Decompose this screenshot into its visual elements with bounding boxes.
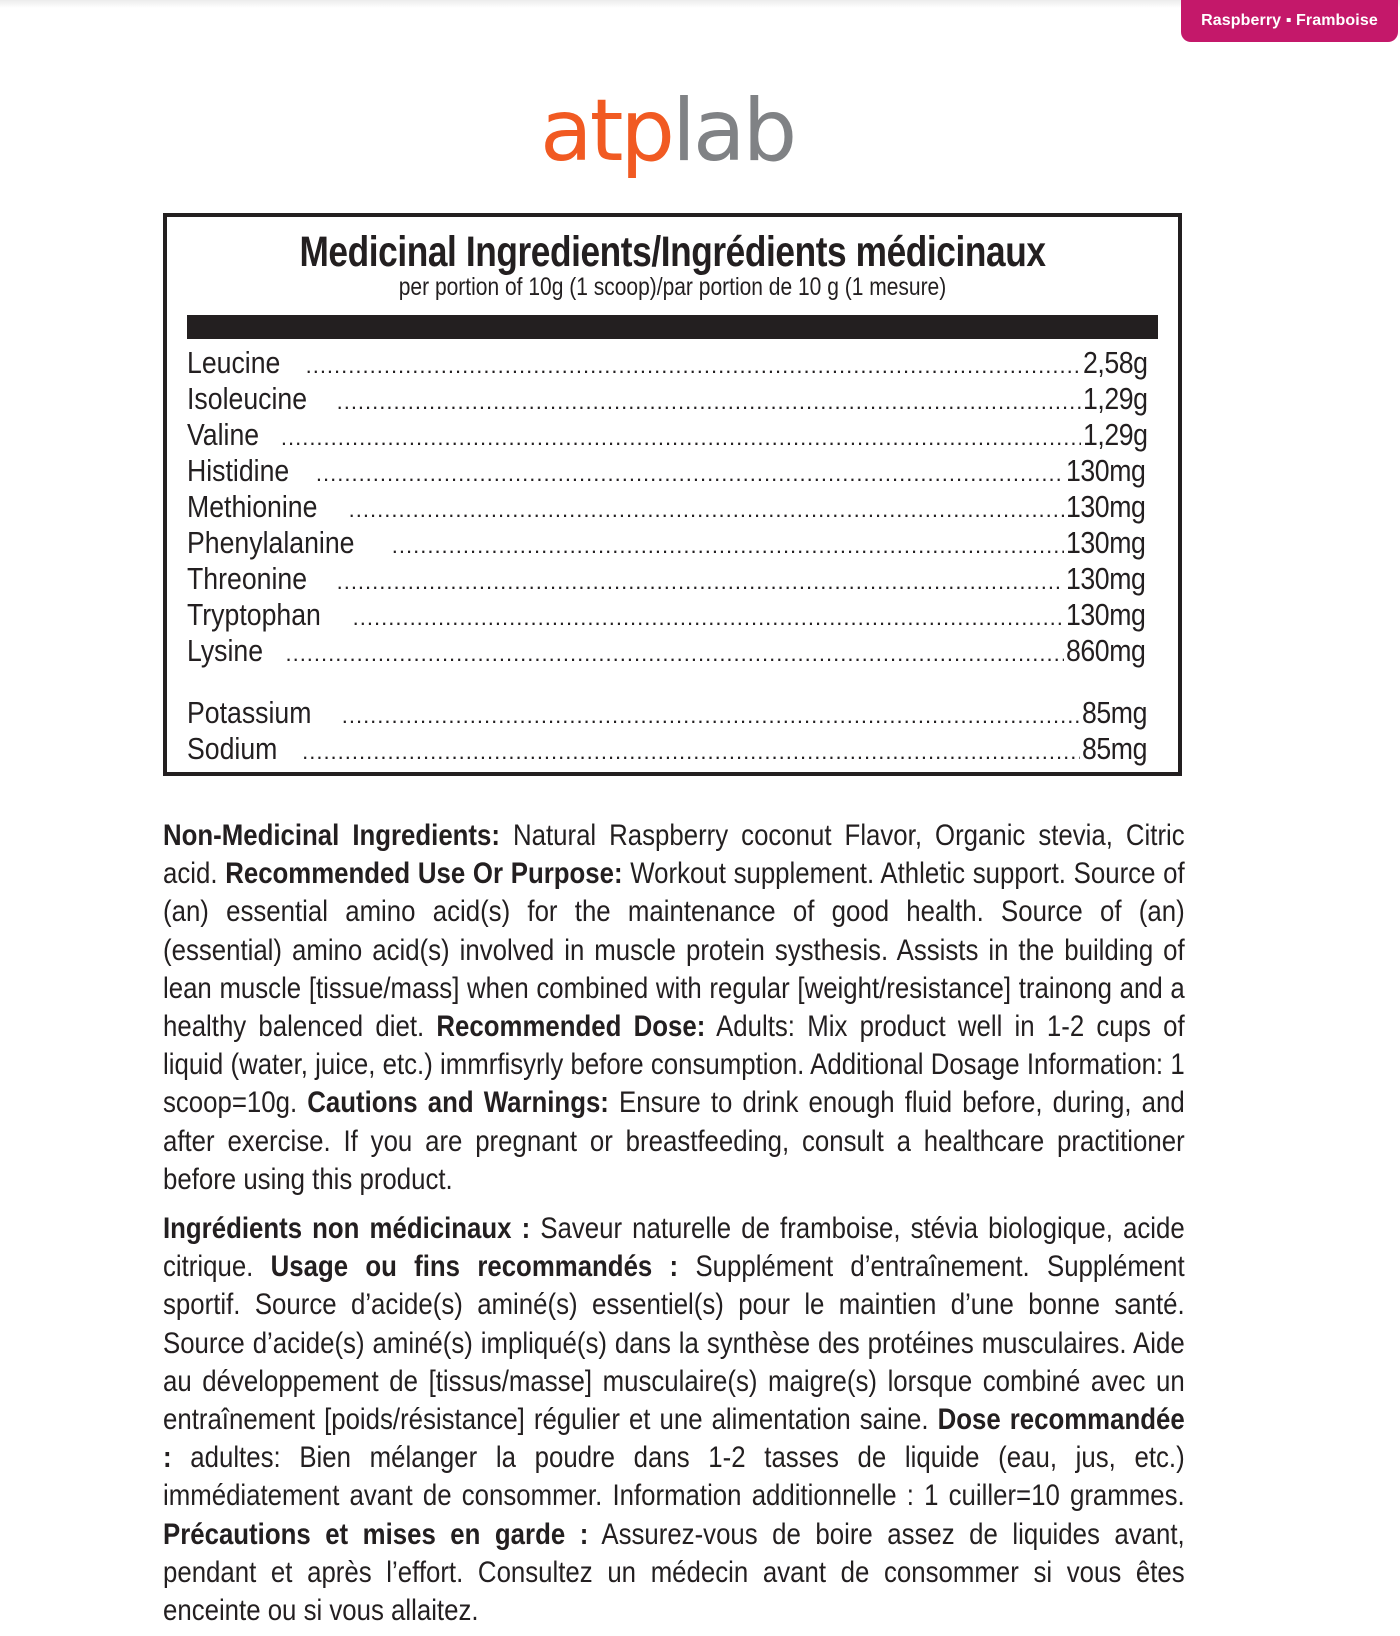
- ingredient-row: [187, 561, 1158, 597]
- leader-dots: [353, 600, 1064, 633]
- cautions-heading-fr: Précautions et mises en garde :: [163, 1517, 589, 1551]
- recommended-use-heading: Recommended Use Or Purpose:: [225, 857, 623, 891]
- ingredient-name: Isoleucine: [187, 381, 308, 416]
- ingredient-name: Phenylalanine: [187, 525, 355, 560]
- leader-dots: [349, 492, 1064, 525]
- leader-dots: [306, 348, 1081, 381]
- non-medicinal-text-fr: Saveur naturelle de framboise, stévia biologique, acide citrique.: [163, 1212, 1185, 1284]
- recommended-use-heading-fr: Usage ou fins recommandés :: [270, 1250, 679, 1284]
- recommended-dose-text-fr: adultes: Bien mélanger la poudre dans 1-2 tasses de liquide (eau, jus, etc.) immédiatement avant de consommer. Information additionnelle : 1 cuiller=10 grammes.: [163, 1441, 1185, 1513]
- mineral-name: Potassium: [187, 695, 312, 730]
- leader-dots: [285, 636, 1063, 669]
- cautions-heading: Cautions and Warnings:: [307, 1086, 609, 1120]
- recommended-dose-text: Adults: Mix product well in 1-2 cups of liquid (water, juice, etc.) immrfisyrly before consumption. Additional Dosage Information: 1 scoop=10g.: [163, 1010, 1185, 1120]
- leader-dots: [392, 528, 1064, 561]
- ingredient-name: Valine: [187, 417, 260, 452]
- ingredient-list: [187, 345, 1158, 767]
- panel-subtitle: per portion of 10g (1 scoop)/par portion de 10 g (1 mesure): [398, 273, 947, 301]
- ingredient-row: [187, 417, 1158, 453]
- ingredient-amount: 130mg: [1065, 561, 1146, 596]
- non-medicinal-heading-fr: Ingrédients non médicinaux :: [163, 1212, 531, 1245]
- non-medicinal-heading: Non-Medicinal Ingredients:: [163, 819, 500, 852]
- french-label-text: [163, 1210, 1185, 1630]
- mineral-amount: 85mg: [1082, 731, 1148, 766]
- flavor-badge-label: Raspberry ▪ Framboise: [1201, 12, 1378, 29]
- medicinal-ingredients-panel: [163, 213, 1182, 776]
- ingredient-name: Methionine: [187, 489, 318, 524]
- leader-dots: [342, 698, 1081, 731]
- leader-dots: [337, 384, 1081, 417]
- brand-logo-part1: atp: [540, 81, 673, 181]
- ingredient-row: [187, 453, 1158, 489]
- ingredient-amount: 1,29g: [1082, 381, 1148, 416]
- cautions-text-fr: Assurez-vous de boire assez de liquides avant, pendant et après l’effort. Consultez un médecin avant de consommer si vous êtes enceinte ou si vous allaitez.: [163, 1517, 1185, 1628]
- cautions-text: Ensure to drink enough fluid before, during, and after exercise. If you are pregnant or breastfeeding, consult a healthcare practitioner before using this product.: [163, 1086, 1185, 1196]
- recommended-dose-heading-fr: Dose recommandée :: [163, 1403, 1185, 1475]
- leader-dots: [302, 734, 1080, 767]
- ingredient-row: [187, 525, 1158, 561]
- ingredient-row: [187, 381, 1158, 417]
- ingredient-row: [187, 633, 1158, 669]
- ingredient-row: [187, 597, 1158, 633]
- ingredient-amount: 2,58g: [1082, 345, 1148, 380]
- ingredient-amount: 130mg: [1065, 525, 1146, 560]
- mineral-amount: 85mg: [1082, 695, 1148, 730]
- english-label-text: [163, 817, 1185, 1199]
- non-medicinal-text: Natural Raspberry coconut Flavor, Organic stevia, Citric acid.: [163, 819, 1185, 891]
- mineral-name: Sodium: [187, 731, 278, 766]
- leader-dots: [316, 456, 1064, 489]
- mineral-row: [187, 731, 1158, 767]
- flavor-badge: [1181, 0, 1398, 42]
- leader-dots: [337, 564, 1064, 597]
- ingredient-amount: 130mg: [1065, 489, 1146, 524]
- ingredient-name: Histidine: [187, 453, 290, 488]
- panel-title: Medicinal Ingredients/Ingrédients médicinaux: [299, 228, 1046, 276]
- mineral-row: [187, 695, 1158, 731]
- ingredient-amount: 130mg: [1065, 597, 1146, 632]
- ingredient-amount: 130mg: [1065, 453, 1146, 488]
- ingredient-row: [187, 345, 1158, 381]
- ingredient-amount: 1,29g: [1082, 417, 1148, 452]
- leader-dots: [281, 420, 1081, 453]
- panel-divider-bar: [187, 315, 1158, 339]
- recommended-use-text: Workout supplement. Athletic support. Source of (an) essential amino acid(s) for the maintenance of good health. Source of (an) (essential) amino acid(s) involved in muscle protein systhesis. Assists in the building of lean muscle [tissue/mass] when combined with regular [weight/resistance] trainong and a healthy balenced diet.: [163, 857, 1185, 1044]
- recommended-dose-heading: Recommended Dose:: [436, 1010, 706, 1044]
- ingredient-amount: 860mg: [1065, 633, 1146, 668]
- ingredient-name: Lysine: [187, 633, 264, 668]
- ingredient-name: Threonine: [187, 561, 308, 596]
- ingredient-name: Leucine: [187, 345, 281, 380]
- ingredient-row: [187, 489, 1158, 525]
- brand-logo: [540, 81, 795, 181]
- brand-logo-part2: lab: [672, 81, 795, 181]
- ingredient-name: Tryptophan: [187, 597, 321, 632]
- recommended-use-text-fr: Supplément d’entraînement. Supplément sportif. Source d’acide(s) aminé(s) essentiel(s) pour le maintien d’une bonne santé. Source d’acide(s) aminé(s) impliqué(s) dans la synthèse des protéines musculaires. Aide au développement de [tissus/masse] musculaire(s) maigre(s) lorsque combiné avec un entraînement [poids/résistance] régulier et une alimentation saine.: [163, 1250, 1185, 1437]
